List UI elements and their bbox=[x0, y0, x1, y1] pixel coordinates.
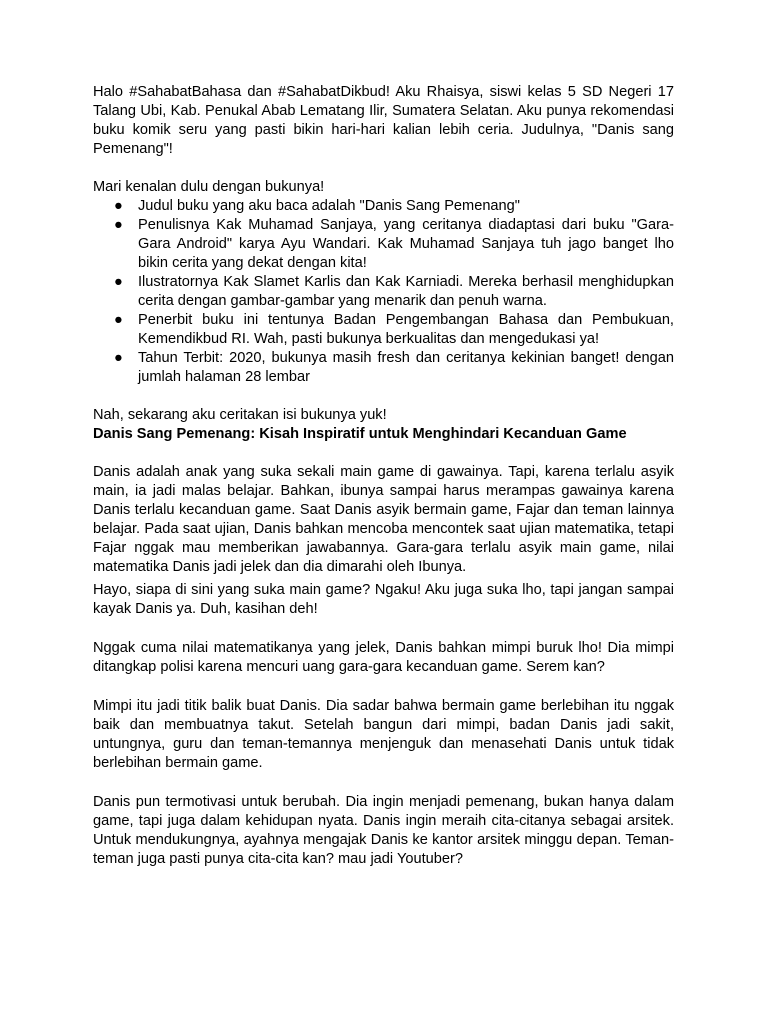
book-author-item: Penulisnya Kak Muhamad Sanjaya, yang ceritanya diadaptasi dari buku "Gara-Gara Android" karya Ayu Wandari. Kak Muhamad Sanjaya tuh jago banget lho bikin cerita yang dekat dengan kita! bbox=[138, 217, 674, 271]
bullet-icon: ● bbox=[114, 274, 123, 290]
book-title-item: Judul buku yang aku baca adalah "Danis Sang Pemenang" bbox=[138, 198, 520, 214]
story-heading: Danis Sang Pemenang: Kisah Inspiratif untuk Menghindari Kecanduan Game bbox=[93, 426, 627, 442]
list-item bbox=[93, 273, 674, 311]
list-item bbox=[93, 349, 674, 387]
story-paragraph: Danis pun termotivasi untuk berubah. Dia ingin menjadi pemenang, bukan hanya dalam game, tapi juga dalam kehidupan nyata. Danis ingin meraih cita-citanya sebagai arsitek. Untuk mendukungnya, ayahnya mengajak Danis ke kantor arsitek minggu depan. Teman-teman juga pasti punya cita-cita kan? mau jadi Youtuber? bbox=[93, 794, 674, 867]
book-year-item: Tahun Terbit: 2020, bukunya masih fresh dan ceritanya kekinian banget! dengan jumlah halaman 28 lembar bbox=[138, 350, 674, 385]
document-page bbox=[93, 83, 674, 869]
intro-paragraph: Halo #SahabatBahasa dan #SahabatDikbud! Aku Rhaisya, siswi kelas 5 SD Negeri 17 Talang Ubi, Kab. Penukal Abab Lematang Ilir, Sumatera Selatan. Aku punya rekomendasi buku komik seru yang pasti bikin hari-hari kalian lebih ceria. Judulnya, "Danis sang Pemenang"! bbox=[93, 84, 674, 157]
story-paragraph: Mimpi itu jadi titik balik buat Danis. Dia sadar bahwa bermain game berlebihan itu nggak baik dan membuatnya takut. Setelah bangun dari mimpi, badan Danis jadi sakit, untungnya, guru dan teman-temannya menjenguk dan menasehati Danis untuk tidak berlebihan bermain game. bbox=[93, 698, 674, 771]
story-lead: Nah, sekarang aku ceritakan isi bukunya yuk! bbox=[93, 407, 387, 423]
story-paragraph: Danis adalah anak yang suka sekali main game di gawainya. Tapi, karena terlalu asyik main, ia jadi malas belajar. Bahkan, ibunya sampai harus merampas gawainya karena Danis terlalu kecanduan game. Saat Danis asyik bermain game, Fajar dan teman lainnya belajar. Pada saat ujian, Danis bahkan mencoba mencontek saat ujian matematika, tetapi Fajar nggak mau memberikan jawabannya. Gara-gara terlalu asyik main game, nilai matematika Danis jadi jelek dan dia dimarahi oleh Ibunya. bbox=[93, 464, 674, 575]
book-illustrator-item: Ilustratornya Kak Slamet Karlis dan Kak Karniadi. Mereka berhasil menghidupkan cerita dengan gambar-gambar yang menarik dan penuh warna. bbox=[138, 274, 674, 309]
bullet-icon: ● bbox=[114, 217, 123, 233]
list-item bbox=[93, 216, 674, 273]
story-paragraph: Nggak cuma nilai matematikanya yang jelek, Danis bahkan mimpi buruk lho! Dia mimpi ditangkap polisi karena mencuri uang gara-gara kecanduan game. Serem kan? bbox=[93, 640, 674, 675]
bullet-icon: ● bbox=[114, 350, 123, 366]
book-info-list bbox=[93, 197, 674, 387]
list-item bbox=[93, 197, 674, 216]
bullet-icon: ● bbox=[114, 312, 123, 328]
story-paragraph: Hayo, siapa di sini yang suka main game? Ngaku! Aku juga suka lho, tapi jangan sampai kayak Danis ya. Duh, kasihan deh! bbox=[93, 582, 674, 617]
bullet-icon: ● bbox=[114, 198, 123, 214]
book-publisher-item: Penerbit buku ini tentunya Badan Pengembangan Bahasa dan Pembukuan, Kemendikbud RI. Wah, pasti bukunya berkualitas dan mengedukasi ya! bbox=[138, 312, 674, 347]
book-info-lead: Mari kenalan dulu dengan bukunya! bbox=[93, 179, 325, 195]
list-item bbox=[93, 311, 674, 349]
